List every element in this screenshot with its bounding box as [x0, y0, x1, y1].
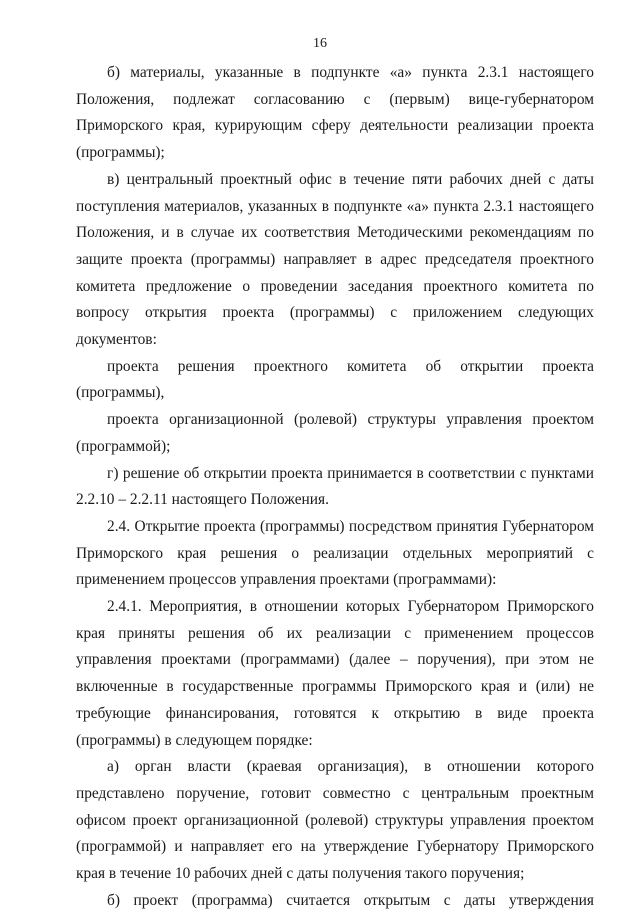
- paragraph-draft-structure: проекта организационной (ролевой) структуры управления проектом (программой);: [76, 411, 594, 455]
- paragraph-section-2-4-1: 2.4.1. Мероприятия, в отношении которых Губернатором Приморского края приняты решения об их реализации с применением процессов управления проектами (программами) (далее – поручения), при этом не включенные в государственные программы Приморского края и (или) не требующие финансирования, готовятся к открытию в виде проекта (программы) в следующем порядке:: [76, 598, 594, 749]
- paragraph-approval: б) материалы, указанные в подпункте «а» пункта 2.3.1 настоящего Положения, подлежат согласованию с (первым) вице-губернатором Приморского края, курирующим сферу деятельности реализации проекта (программы);: [76, 64, 594, 162]
- paragraph-item-b: б) проект (программа) считается открытым с даты утверждения: [107, 891, 594, 909]
- paragraph-central-office: в) центральный проектный офис в течение пяти рабочих дней с даты поступления материалов, указанных в подпункте «а» пункта 2.3.1 настоящего Положения, и в случае их соответствия Методическими рекомендациям по защите проекта (программы) направляет в адрес председателя проектного комитета предложение о проведении заседания проектного комитета по вопросу открытия проекта (программы) с приложением следующих документов:: [76, 170, 594, 349]
- paragraph-opening-decision: г) решение об открытии проекта принимается в соответствии с пунктами 2.2.10 – 2.2.11 настоящего Положения.: [76, 464, 594, 509]
- document-body: [76, 60, 594, 915]
- page-number: 16: [313, 36, 327, 51]
- paragraph-draft-decision: проекта решения проектного комитета об открытии проекта (программы),: [76, 357, 594, 402]
- paragraph-item-a: а) орган власти (краевая организация), в отношении которого представлено поручение, готовит совместно с центральным проектным офисом проект организационной (ролевой) структуры управления проектом (программой) и направляет его на утверждение Губернатору Приморского края в течение 10 рабочих дней с даты получения такого поручения;: [76, 758, 594, 883]
- paragraph-section-2-4: 2.4. Открытие проекта (программы) посредством принятия Губернатором Приморского края решения о реализации отдельных мероприятий с применением процессов управления проектами (программами):: [76, 517, 594, 589]
